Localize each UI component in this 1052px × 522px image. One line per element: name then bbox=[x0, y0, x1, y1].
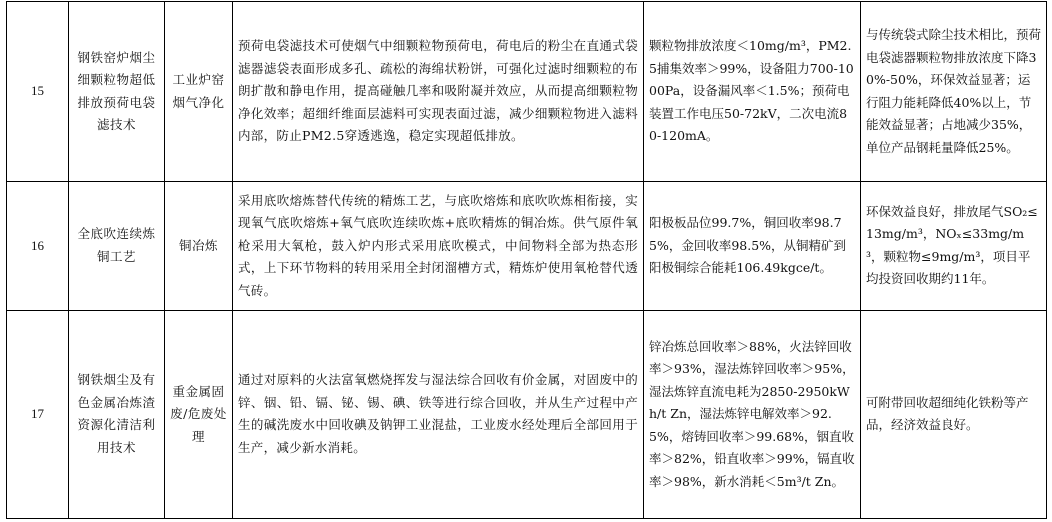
benefits: 可附带回收超细纯化铁粉等产品，经济效益良好。 bbox=[861, 310, 1047, 518]
table-row bbox=[7, 182, 1047, 310]
technical-indicators: 阳极板品位99.7%，铜回收率98.75%，金回收率98.5%，从铜精矿到阳极铜综合能耗106.49kgce/t。 bbox=[644, 182, 861, 310]
technical-indicators: 锌冶炼总回收率＞88%，火法锌回收率＞93%，湿法炼锌回收率＞95%，湿法炼锌直流电耗为2850-2950kWh/t Zn，湿法炼锌电解效率＞92.5%，熔铸回收率＞99.68%，铟直收率＞82%，铅直收率＞99%，镉直收率＞98%，新水消耗＜5m³/t Zn。 bbox=[644, 310, 861, 518]
table-row bbox=[7, 2, 1047, 182]
technology-description: 通过对原料的火法富氧燃烧挥发与湿法综合回收有价金属，对固废中的锌、铟、铅、镉、铋、锡、碘、铁等进行综合回收，并从生产过程中产生的碱洗废水中回收碘及钠钾工业混盐，工业废水经处理后全部回用于生产，减少新水消耗。 bbox=[233, 310, 644, 518]
benefits: 与传统袋式除尘技术相比，预荷电袋滤器颗粒物排放浓度下降30%-50%，环保效益显著；运行阻力能耗降低40%以上，节能效益显著；占地减少35%，单位产品钢耗量降低25%。 bbox=[861, 2, 1047, 182]
benefits: 环保效益良好，排放尾气SO₂≤13mg/m³，NOₓ≤33mg/m³，颗粒物≤9mg/m³，项目平均投资回收期约11年。 bbox=[861, 182, 1047, 310]
applicable-industry: 重金属固废/危废处理 bbox=[165, 310, 233, 518]
technical-indicators: 颗粒物排放浓度＜10mg/m³，PM2.5捕集效率＞99%，设备阻力700-1000Pa，设备漏风率＜1.5%；预荷电装置工作电压50-72kV，二次电流80-120mA。 bbox=[644, 2, 861, 182]
applicable-industry: 工业炉窑烟气净化 bbox=[165, 2, 233, 182]
applicable-industry: 铜冶炼 bbox=[165, 182, 233, 310]
row-number: 15 bbox=[7, 2, 69, 182]
table-row bbox=[7, 310, 1047, 518]
technology-name: 钢铁烟尘及有色金属冶炼渣资源化清洁利用技术 bbox=[69, 310, 165, 518]
row-number: 16 bbox=[7, 182, 69, 310]
technology-name: 全底吹连续炼铜工艺 bbox=[69, 182, 165, 310]
technology-table bbox=[6, 1, 1047, 519]
row-number: 17 bbox=[7, 310, 69, 518]
technology-description: 采用底吹熔炼替代传统的精炼工艺，与底吹熔炼和底吹吹炼相衔接，实现氧气底吹熔炼+氧气底吹连续吹炼+底吹精炼的铜冶炼。供气原件氧枪采用大氧枪，鼓入炉内形式采用底吹模式，中间物料全部为热态形式，上下环节物料的转用采用全封闭溜槽方式，精炼炉使用氧枪替代透气砖。 bbox=[233, 182, 644, 310]
technology-name: 钢铁窑炉烟尘细颗粒物超低排放预荷电袋滤技术 bbox=[69, 2, 165, 182]
technology-description: 预荷电袋滤技术可使烟气中细颗粒物预荷电，荷电后的粉尘在直通式袋滤器滤袋表面形成多孔、疏松的海绵状粉饼，可强化过滤时细颗粒的布朗扩散和静电作用，提高碰触几率和吸附凝并效应，从而提高细颗粒物净化效率；超细纤维面层滤料可实现表面过滤，减少细颗粒物进入滤料内部，防止PM2.5穿透逃逸，稳定实现超低排放。 bbox=[233, 2, 644, 182]
